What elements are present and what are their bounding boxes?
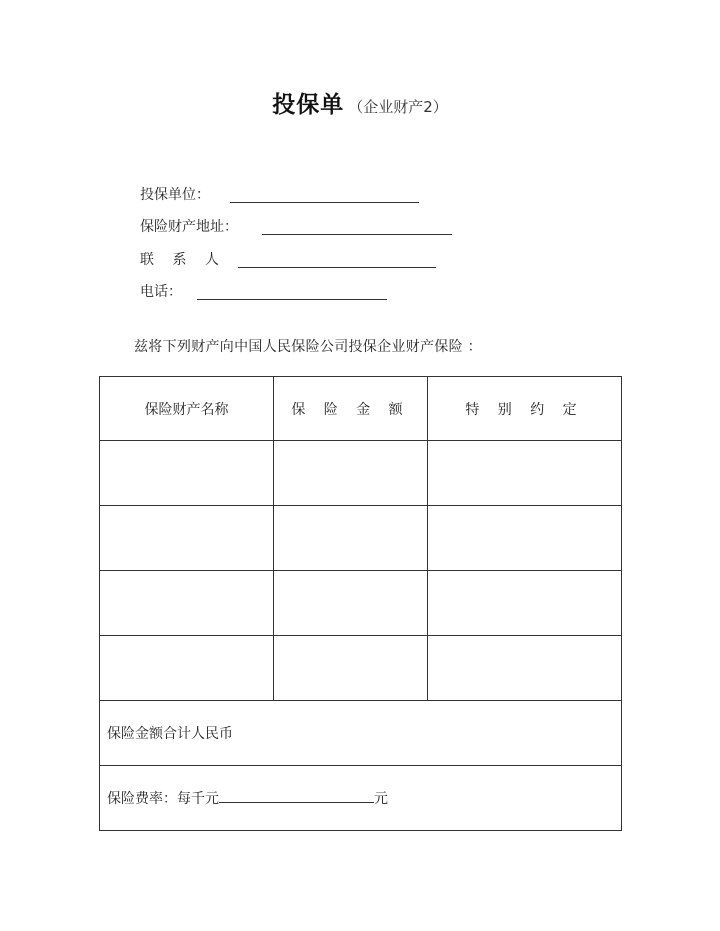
form-title-main: 投保单 <box>272 92 345 118</box>
table-row <box>100 506 622 571</box>
cell-property-name[interactable] <box>100 571 274 636</box>
field-policyholder <box>140 185 210 205</box>
field-phone-label: 电话： <box>140 284 182 300</box>
header-property-name: 保险财产名称 <box>100 377 274 441</box>
field-policyholder-label: 投保单位： <box>140 187 210 203</box>
table-row <box>100 571 622 636</box>
cell-special-terms[interactable] <box>428 636 622 701</box>
field-contact-person <box>140 250 226 270</box>
field-contact-person-label: 联 系 人 <box>140 252 226 268</box>
total-amount-row <box>100 701 622 766</box>
premium-rate-unit: 元 <box>374 791 388 807</box>
header-special-terms: 特 别 约 定 <box>428 377 622 441</box>
premium-rate-row <box>100 766 622 831</box>
cell-insured-amount[interactable] <box>274 636 428 701</box>
table-row <box>100 636 622 701</box>
field-contact-person-input[interactable] <box>238 267 436 268</box>
field-property-address <box>140 217 238 237</box>
premium-rate-cell <box>100 766 622 831</box>
cell-property-name[interactable] <box>100 506 274 571</box>
total-amount-cell[interactable] <box>100 701 622 766</box>
header-insured-amount: 保 险 金 额 <box>274 377 428 441</box>
cell-insured-amount[interactable] <box>274 441 428 506</box>
cell-insured-amount[interactable] <box>274 571 428 636</box>
field-property-address-label: 保险财产地址： <box>140 219 238 235</box>
insurance-table <box>99 376 622 831</box>
field-phone <box>140 282 182 302</box>
form-title <box>0 86 720 119</box>
table-header-row <box>100 377 622 441</box>
cell-special-terms[interactable] <box>428 571 622 636</box>
premium-rate-label: 保险费率：每千元 <box>107 791 219 807</box>
cell-special-terms[interactable] <box>428 441 622 506</box>
field-policyholder-input[interactable] <box>230 202 419 203</box>
cell-property-name[interactable] <box>100 636 274 701</box>
intro-statement: 兹将下列财产向中国人民保险公司投保企业财产保险 ： <box>134 339 482 355</box>
cell-property-name[interactable] <box>100 441 274 506</box>
field-property-address-input[interactable] <box>262 234 452 235</box>
form-title-subtitle: （企业财产2） <box>348 98 448 116</box>
cell-special-terms[interactable] <box>428 506 622 571</box>
total-amount-label: 保险金额合计人民币 <box>107 726 233 742</box>
field-phone-input[interactable] <box>197 299 387 300</box>
table-row <box>100 441 622 506</box>
cell-insured-amount[interactable] <box>274 506 428 571</box>
premium-rate-input[interactable] <box>219 788 374 803</box>
